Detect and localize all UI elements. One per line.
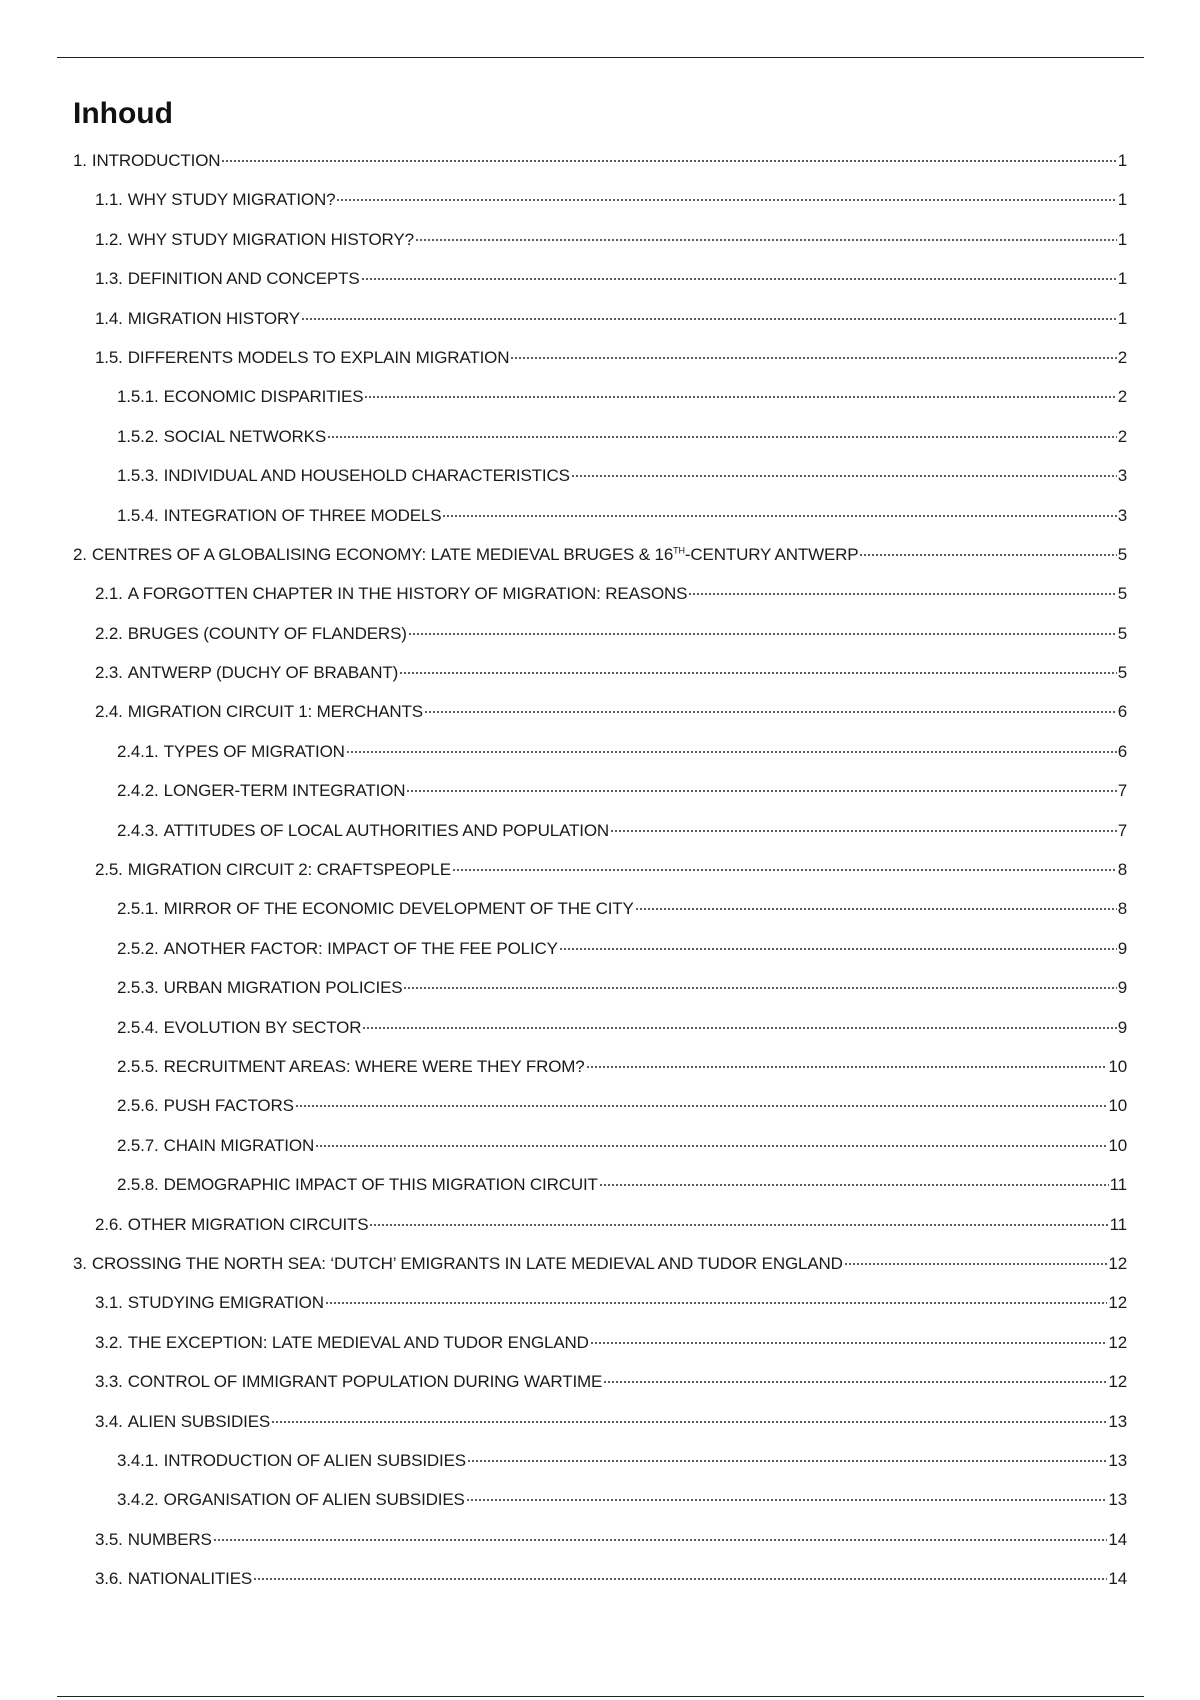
toc-entry-number: 1.3. xyxy=(95,269,123,289)
toc-dot-leader xyxy=(253,1577,1107,1581)
toc-entry[interactable] xyxy=(73,978,1127,1017)
toc-dot-leader xyxy=(442,514,1116,518)
toc-entry[interactable] xyxy=(73,1254,1127,1293)
toc-entry-label-text: CROSSING THE NORTH SEA: ‘DUTCH’ EMIGRANTS IN LATE MEDIEVAL AND TUDOR ENGLAND xyxy=(91,1253,843,1273)
toc-entry-number: 3.3. xyxy=(95,1372,123,1392)
toc-entry-label xyxy=(164,939,558,959)
toc-entry-page-number: 12 xyxy=(1108,1293,1127,1313)
toc-dot-leader xyxy=(603,1380,1107,1384)
toc-entry[interactable] xyxy=(73,230,1127,269)
toc-entry-label xyxy=(164,1451,466,1471)
toc-entry-label-text: MIRROR OF THE ECONOMIC DEVELOPMENT OF THE CITY xyxy=(163,899,634,919)
toc-entry-label-text: TYPES OF MIGRATION xyxy=(163,741,345,761)
toc-dot-leader xyxy=(610,829,1117,833)
toc-entry[interactable] xyxy=(73,506,1127,545)
toc-dot-leader xyxy=(336,198,1116,202)
toc-entry-label-text: CHAIN MIGRATION xyxy=(163,1135,315,1155)
toc-entry-superscript: TH xyxy=(673,545,685,556)
toc-entry-page-number: 1 xyxy=(1117,151,1127,170)
toc-entry[interactable] xyxy=(73,1333,1127,1372)
toc-entry-number: 2.5.2. xyxy=(117,938,159,958)
toc-entry-label xyxy=(164,899,634,919)
toc-entry-page-number: 3 xyxy=(1117,505,1127,525)
toc-dot-leader xyxy=(301,317,1117,321)
toc-dot-leader xyxy=(599,1183,1109,1187)
toc-entry-label xyxy=(164,506,442,526)
toc-entry[interactable] xyxy=(73,584,1127,623)
toc-entry-page-number: 1 xyxy=(1117,308,1127,328)
toc-entry-label xyxy=(128,309,300,329)
toc-entry-page-number: 11 xyxy=(1109,1214,1127,1234)
toc-dot-leader xyxy=(452,868,1117,872)
toc-entry-page-number: 7 xyxy=(1117,781,1127,801)
toc-entry-number: 2.4.1. xyxy=(117,741,159,761)
toc-entry[interactable] xyxy=(73,151,1127,190)
toc-entry-number: 2.5. xyxy=(95,860,123,880)
toc-entry-page-number: 5 xyxy=(1117,544,1127,564)
toc-entry-page-number: 10 xyxy=(1108,1135,1127,1155)
toc-entry-label-text: NUMBERS xyxy=(127,1529,212,1549)
toc-entry-number: 2.4.2. xyxy=(117,781,159,801)
toc-entry-label-text: MIGRATION HISTORY xyxy=(127,308,300,328)
toc-entry-label-text: WHY STUDY MIGRATION? xyxy=(127,190,336,210)
toc-entry-label xyxy=(164,821,609,841)
toc-entry-label-suffix: -CENTURY ANTWERP xyxy=(684,544,859,564)
table-of-contents xyxy=(73,151,1127,1608)
toc-dot-leader xyxy=(415,238,1117,242)
toc-entry-page-number: 9 xyxy=(1117,938,1127,958)
toc-entry-page-number: 5 xyxy=(1117,663,1127,683)
toc-entry-label xyxy=(164,978,403,998)
toc-entry-number: 2.5.8. xyxy=(117,1175,159,1195)
toc-entry-number: 1.1. xyxy=(95,190,123,210)
toc-dot-leader xyxy=(346,750,1117,754)
toc-entry-label xyxy=(128,663,398,683)
toc-entry-page-number: 9 xyxy=(1117,1017,1127,1037)
toc-entry[interactable] xyxy=(73,1530,1127,1569)
toc-entry-page-number: 2 xyxy=(1117,387,1127,407)
toc-entry-label-text: THE EXCEPTION: LATE MEDIEVAL AND TUDOR ENGLAND xyxy=(127,1332,589,1352)
toc-entry-number: 2.5.7. xyxy=(117,1135,159,1155)
toc-entry-page-number: 1 xyxy=(1117,229,1127,249)
toc-entry-page-number: 12 xyxy=(1108,1332,1127,1352)
toc-entry-number: 3.1. xyxy=(95,1293,123,1313)
toc-entry[interactable] xyxy=(73,939,1127,978)
toc-dot-leader xyxy=(315,1144,1107,1148)
toc-entry[interactable] xyxy=(73,1175,1127,1214)
toc-entry-number: 1.5.4. xyxy=(117,505,159,525)
toc-entry[interactable] xyxy=(73,387,1127,426)
toc-dot-leader xyxy=(510,356,1116,360)
toc-entry-number: 3.4.1. xyxy=(117,1450,159,1470)
toc-entry-page-number: 5 xyxy=(1117,584,1127,604)
toc-entry-page-number: 12 xyxy=(1108,1253,1127,1273)
toc-entry-number: 2.5.6. xyxy=(117,1096,159,1116)
toc-entry-page-number: 2 xyxy=(1117,426,1127,446)
toc-entry-number: 1. xyxy=(73,151,87,170)
toc-entry-number: 3.4.2. xyxy=(117,1490,159,1510)
toc-dot-leader xyxy=(327,435,1117,439)
toc-entry-label xyxy=(164,781,406,801)
toc-entry-label-text: STUDYING EMIGRATION xyxy=(127,1293,324,1313)
toc-dot-leader xyxy=(325,1301,1108,1305)
toc-entry[interactable] xyxy=(73,624,1127,663)
toc-entry-page-number: 7 xyxy=(1117,820,1127,840)
toc-dot-leader xyxy=(369,1223,1108,1227)
toc-entry-label-text: CENTRES OF A GLOBALISING ECONOMY: LATE MEDIEVAL BRUGES & 16 xyxy=(91,544,674,564)
toc-entry[interactable] xyxy=(73,309,1127,348)
toc-dot-leader xyxy=(688,592,1116,596)
toc-entry-number: 1.5.3. xyxy=(117,466,159,486)
toc-entry-page-number: 1 xyxy=(1117,269,1127,289)
toc-entry-label xyxy=(164,1018,362,1038)
toc-entry-label-text: NATIONALITIES xyxy=(127,1569,253,1589)
toc-entry-page-number: 11 xyxy=(1109,1175,1127,1195)
toc-dot-leader xyxy=(399,671,1117,675)
toc-entry-number: 1.2. xyxy=(95,229,123,249)
toc-entry-label-text: DEMOGRAPHIC IMPACT OF THIS MIGRATION CIRCUIT xyxy=(163,1175,598,1195)
toc-entry-label xyxy=(128,269,360,289)
toc-entry-number: 2.2. xyxy=(95,623,123,643)
toc-dot-leader xyxy=(559,947,1117,951)
toc-entry-number: 2.5.5. xyxy=(117,1056,159,1076)
toc-entry-number: 1.5.2. xyxy=(117,426,159,446)
toc-entry-label xyxy=(92,151,221,171)
toc-entry[interactable] xyxy=(73,466,1127,505)
toc-entry-number: 2.6. xyxy=(95,1214,123,1234)
toc-entry[interactable] xyxy=(73,1451,1127,1490)
toc-entry-label-text: ALIEN SUBSIDIES xyxy=(127,1411,271,1431)
toc-entry-label-text: MIGRATION CIRCUIT 1: MERCHANTS xyxy=(127,702,423,722)
toc-entry-page-number: 13 xyxy=(1108,1450,1127,1470)
toc-entry-label-text: LONGER-TERM INTEGRATION xyxy=(163,781,406,801)
toc-entry-page-number: 13 xyxy=(1108,1490,1127,1510)
toc-entry-page-number: 2 xyxy=(1117,347,1127,367)
toc-entry[interactable] xyxy=(73,1215,1127,1254)
toc-dot-leader xyxy=(271,1420,1107,1424)
toc-entry-page-number: 13 xyxy=(1108,1411,1127,1431)
toc-entry[interactable] xyxy=(73,702,1127,741)
footer-rule xyxy=(57,1696,1144,1697)
toc-entry-page-number: 6 xyxy=(1117,702,1127,722)
toc-entry-number: 2.5.4. xyxy=(117,1017,159,1037)
toc-entry-number: 2.4.3. xyxy=(117,820,159,840)
header-rule xyxy=(57,57,1144,58)
toc-entry-label-text: INTRODUCTION OF ALIEN SUBSIDIES xyxy=(163,1450,466,1470)
toc-dot-leader xyxy=(859,553,1116,557)
toc-entry-label-text: MIGRATION CIRCUIT 2: CRAFTSPEOPLE xyxy=(127,860,451,880)
toc-entry-label xyxy=(128,860,451,880)
toc-entry-label-text: BRUGES (COUNTY OF FLANDERS) xyxy=(127,623,407,643)
toc-entry-number: 2.4. xyxy=(95,702,123,722)
toc-entry[interactable] xyxy=(73,1018,1127,1057)
toc-entry-label xyxy=(164,1490,465,1510)
toc-entry-number: 2.5.1. xyxy=(117,899,159,919)
toc-entry-label xyxy=(164,1136,314,1156)
toc-entry-label-text: RECRUITMENT AREAS: WHERE WERE THEY FROM? xyxy=(163,1056,585,1076)
toc-entry-label xyxy=(128,348,510,368)
toc-entry-number: 2.1. xyxy=(95,584,123,604)
toc-entry[interactable] xyxy=(73,1412,1127,1451)
toc-entry-number: 3. xyxy=(73,1253,87,1273)
toc-entry[interactable] xyxy=(73,545,1127,584)
toc-entry-label-text: ECONOMIC DISPARITIES xyxy=(163,387,364,407)
toc-entry[interactable] xyxy=(73,899,1127,938)
toc-entry-page-number: 8 xyxy=(1117,899,1127,919)
toc-entry[interactable] xyxy=(73,663,1127,702)
toc-entry-number: 3.6. xyxy=(95,1569,123,1589)
toc-entry-label xyxy=(128,1530,212,1550)
toc-entry-label xyxy=(164,387,364,407)
toc-dot-leader xyxy=(221,159,1116,163)
toc-entry-label xyxy=(92,1254,843,1274)
toc-entry-number: 1.4. xyxy=(95,308,123,328)
toc-entry[interactable] xyxy=(73,348,1127,387)
toc-entry-page-number: 12 xyxy=(1108,1372,1127,1392)
toc-entry-page-number: 10 xyxy=(1108,1096,1127,1116)
toc-entry-label-text: PUSH FACTORS xyxy=(163,1096,294,1116)
toc-entry-label xyxy=(164,742,345,762)
toc-entry-label xyxy=(128,1293,324,1313)
toc-dot-leader xyxy=(424,710,1117,714)
toc-entry-page-number: 6 xyxy=(1117,741,1127,761)
toc-entry[interactable] xyxy=(73,1136,1127,1175)
toc-entry[interactable] xyxy=(73,269,1127,308)
toc-entry-number: 3.4. xyxy=(95,1411,123,1431)
toc-entry-label-text: CONTROL OF IMMIGRANT POPULATION DURING WARTIME xyxy=(127,1372,603,1392)
toc-entry[interactable] xyxy=(73,1293,1127,1332)
toc-entry-label-text: EVOLUTION BY SECTOR xyxy=(163,1017,362,1037)
toc-entry-page-number: 8 xyxy=(1117,860,1127,880)
toc-entry-page-number: 14 xyxy=(1108,1569,1127,1589)
toc-entry[interactable] xyxy=(73,1096,1127,1135)
toc-entry-label-text: ORGANISATION OF ALIEN SUBSIDIES xyxy=(163,1490,465,1510)
toc-entry-number: 3.5. xyxy=(95,1529,123,1549)
toc-entry-label-text: DEFINITION AND CONCEPTS xyxy=(127,269,360,289)
toc-dot-leader xyxy=(467,1459,1107,1463)
toc-entry-label xyxy=(164,427,326,447)
toc-entry-label-text: ANTWERP (DUCHY OF BRABANT) xyxy=(127,663,399,683)
toc-dot-leader xyxy=(364,395,1116,399)
toc-entry-number: 1.5.1. xyxy=(117,387,159,407)
toc-entry-label xyxy=(128,1412,270,1432)
toc-entry-label-text: INTEGRATION OF THREE MODELS xyxy=(163,505,442,525)
toc-dot-leader xyxy=(635,907,1117,911)
toc-entry-number: 2.3. xyxy=(95,663,123,683)
toc-entry[interactable] xyxy=(73,1490,1127,1529)
toc-entry-label xyxy=(128,1215,369,1235)
toc-dot-leader xyxy=(586,1065,1108,1069)
toc-entry[interactable] xyxy=(73,860,1127,899)
toc-entry-page-number: 1 xyxy=(1117,190,1127,210)
toc-dot-leader xyxy=(466,1498,1108,1502)
toc-dot-leader xyxy=(590,1341,1108,1345)
toc-dot-leader xyxy=(406,789,1116,793)
toc-entry-label xyxy=(128,1569,252,1589)
toc-entry-label-text: WHY STUDY MIGRATION HISTORY? xyxy=(127,229,414,249)
toc-entry-page-number: 14 xyxy=(1108,1529,1127,1549)
toc-entry-label xyxy=(128,1372,602,1392)
toc-entry-page-number: 9 xyxy=(1117,978,1127,998)
toc-title: Inhoud xyxy=(73,97,173,130)
toc-entry-label xyxy=(164,1057,585,1077)
toc-entry-label-text: OTHER MIGRATION CIRCUITS xyxy=(127,1214,369,1234)
toc-entry-page-number: 3 xyxy=(1117,466,1127,486)
toc-entry[interactable] xyxy=(73,1057,1127,1096)
toc-entry-label xyxy=(128,1333,589,1353)
toc-dot-leader xyxy=(571,474,1117,478)
toc-entry-label xyxy=(128,190,336,210)
toc-dot-leader xyxy=(295,1104,1108,1108)
toc-entry-page-number: 5 xyxy=(1117,623,1127,643)
toc-entry-label-text: A FORGOTTEN CHAPTER IN THE HISTORY OF MIGRATION: REASONS xyxy=(127,584,688,604)
toc-entry[interactable] xyxy=(73,742,1127,781)
toc-entry-number: 3.2. xyxy=(95,1332,123,1352)
toc-entry-label xyxy=(164,466,570,486)
toc-entry-label-text: INDIVIDUAL AND HOUSEHOLD CHARACTERISTICS xyxy=(163,466,570,486)
toc-entry-label xyxy=(128,584,688,604)
toc-dot-leader xyxy=(844,1262,1108,1266)
toc-entry-label-text: ATTITUDES OF LOCAL AUTHORITIES AND POPULATION xyxy=(163,820,610,840)
toc-entry-label-text: INTRODUCTION xyxy=(91,151,221,170)
toc-entry-page-number: 10 xyxy=(1108,1056,1127,1076)
toc-dot-leader xyxy=(362,1026,1116,1030)
toc-entry[interactable] xyxy=(73,821,1127,860)
toc-entry-label xyxy=(128,702,423,722)
toc-entry-label-text: ANOTHER FACTOR: IMPACT OF THE FEE POLICY xyxy=(163,938,558,958)
toc-entry[interactable] xyxy=(73,190,1127,229)
toc-entry-label-text: DIFFERENTS MODELS TO EXPLAIN MIGRATION xyxy=(127,347,510,367)
toc-entry-label xyxy=(164,1096,294,1116)
toc-entry-label xyxy=(128,624,407,644)
toc-entry[interactable] xyxy=(73,1372,1127,1411)
toc-entry[interactable] xyxy=(73,1569,1127,1608)
toc-dot-leader xyxy=(403,986,1116,990)
toc-entry-number: 1.5. xyxy=(95,347,123,367)
toc-dot-leader xyxy=(408,632,1117,636)
toc-entry-label-text: SOCIAL NETWORKS xyxy=(163,426,327,446)
toc-entry-number: 2. xyxy=(73,544,87,564)
toc-entry-label xyxy=(92,545,859,565)
toc-entry-label xyxy=(164,1175,598,1195)
toc-entry-label xyxy=(128,230,414,250)
toc-entry[interactable] xyxy=(73,781,1127,820)
toc-entry[interactable] xyxy=(73,427,1127,466)
toc-entry-number: 2.5.3. xyxy=(117,978,159,998)
toc-dot-leader xyxy=(361,277,1117,281)
toc-dot-leader xyxy=(213,1538,1108,1542)
toc-entry-label-text: URBAN MIGRATION POLICIES xyxy=(163,978,403,998)
